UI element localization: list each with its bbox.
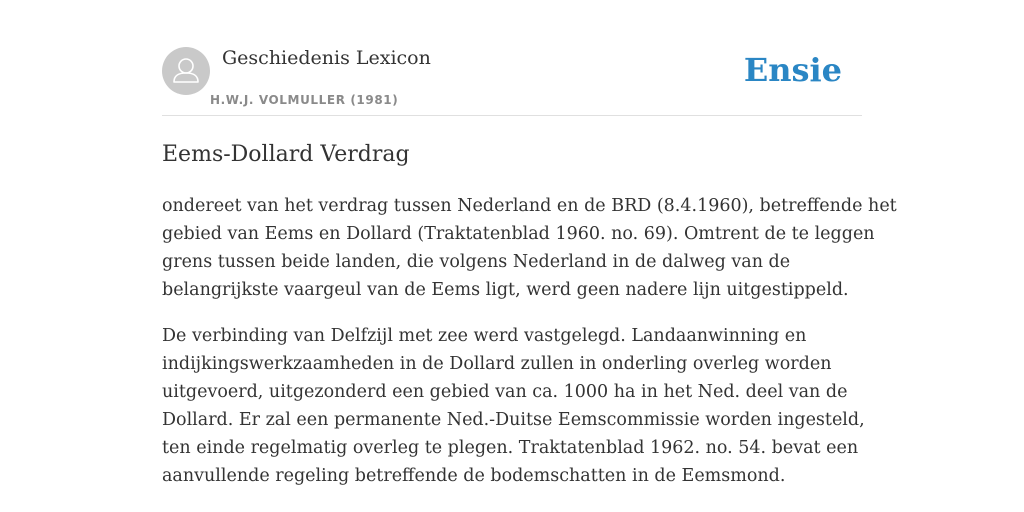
text-line: aanvullende regeling betreffende de bodemschatten in de Eemsmond. (162, 466, 786, 486)
text-line: Dollard. Er zal een permanente Ned.-Duitse Eemscommissie worden ingesteld, (162, 410, 865, 430)
source-title[interactable]: Geschiedenis Lexicon (222, 47, 431, 69)
text-line: ten einde regelmatig overleg te plegen. Traktatenblad 1962. no. 54. bevat een (162, 438, 859, 458)
article-body (162, 192, 897, 508)
text-line: uitgevoerd, uitgezonderd een gebied van ca. 1000 ha in het Ned. deel van de (162, 382, 848, 402)
article-paragraph (162, 192, 897, 304)
author-credit: H.W.J. VOLMULLER (1981) (210, 93, 399, 107)
text-line: belangrijkste vaargeul van de Eems ligt, werd geen nadere lijn uitgestippeld. (162, 280, 849, 300)
article-paragraph (162, 322, 865, 490)
avatar[interactable] (162, 47, 210, 95)
user-silhouette-icon (162, 47, 210, 95)
text-line: grens tussen beide landen, die volgens Nederland in de dalweg van de (162, 252, 791, 272)
header-divider (162, 115, 862, 116)
text-line: indijkingswerkzaamheden in de Dollard zullen in onderling overleg worden (162, 354, 832, 374)
article-title: Eems-Dollard Verdrag (162, 142, 410, 167)
brand-logo[interactable]: Ensie (743, 51, 842, 89)
text-line: ondereet van het verdrag tussen Nederland en de BRD (8.4.1960), betreffende het (162, 196, 897, 216)
text-line: gebied van Eems en Dollard (Traktatenblad 1960. no. 69). Omtrent de te leggen (162, 224, 875, 244)
source-header (162, 46, 862, 116)
text-line: De verbinding van Delfzijl met zee werd vastgelegd. Landaanwinning en (162, 326, 807, 346)
